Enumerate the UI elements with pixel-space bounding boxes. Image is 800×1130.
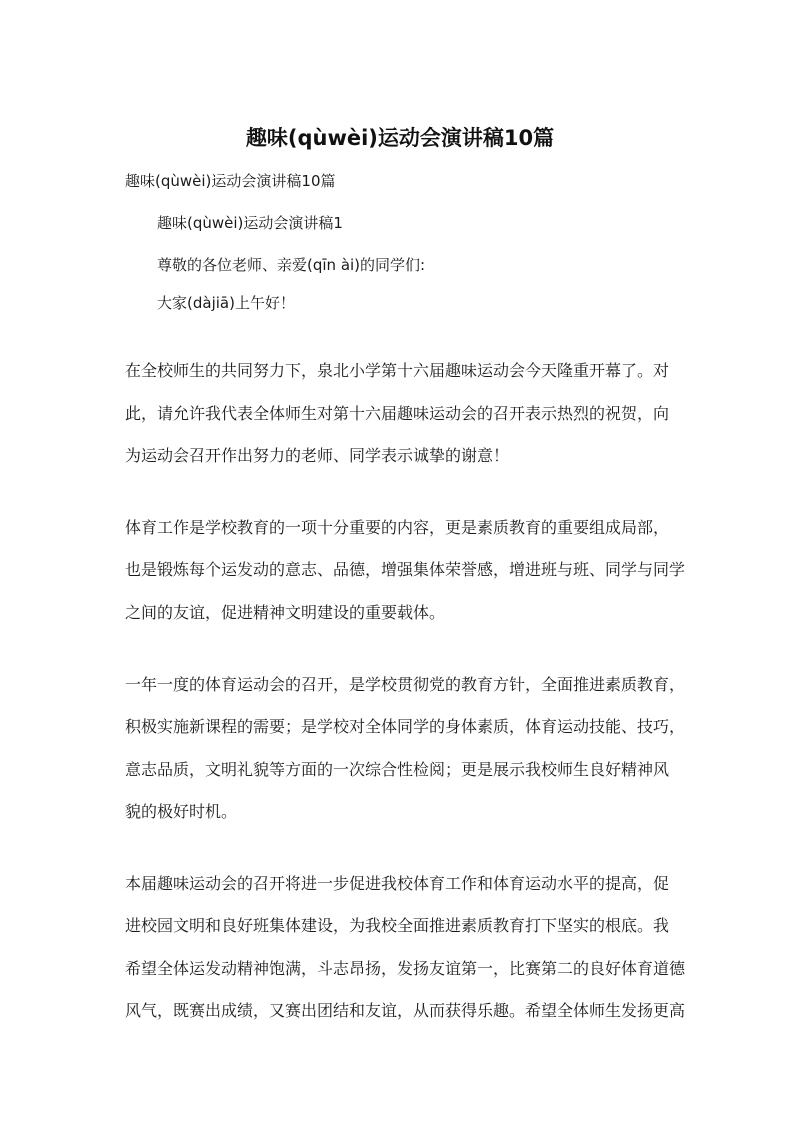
paragraph-line: 貌的极好时机。 (125, 802, 238, 821)
paragraph-line: 进校园文明和良好班集体建设，为我校全面推进素质教育打下坚实的根底。我 (125, 916, 670, 935)
paragraph-line: 在全校师生的共同努力下，泉北小学第十六届趣味运动会今天隆重开幕了。对 (125, 361, 670, 380)
paragraph-line: 为运动会召开作出努力的老师、同学表示诚挚的谢意！ (125, 446, 510, 465)
paragraph-line: 此，请允许我代表全体师生对第十六届趣味运动会的召开表示热烈的祝贺，向 (125, 404, 670, 423)
paragraph-line: 本届趣味运动会的召开将进一步促进我校体育工作和体育运动水平的提高，促 (125, 874, 670, 893)
speech-heading: 趣味(qùwèi)运动会演讲稿1 (157, 214, 343, 232)
paragraph-line: 意志品质，文明礼貌等方面的一次综合性检阅；更是展示我校师生良好精神风 (125, 760, 670, 779)
document-title: 趣味(qùwèi)运动会演讲稿10篇 (245, 126, 555, 150)
subtitle: 趣味(qùwèi)运动会演讲稿10篇 (125, 172, 336, 190)
greeting: 大家(dàjiā)上午好！ (157, 294, 295, 312)
paragraph-line: 也是锻炼每个运发动的意志、品德，增强集体荣誉感，增进班与班、同学与同学 (125, 560, 686, 579)
paragraph-line: 积极实施新课程的需要；是学校对全体同学的身体素质，体育运动技能、技巧， (125, 717, 686, 736)
paragraph-line: 之间的友谊，促进精神文明建设的重要载体。 (125, 603, 446, 622)
salutation: 尊敬的各位老师、亲爱(qīn ài)的同学们: (157, 256, 426, 274)
paragraph-line: 一年一度的体育运动会的召开，是学校贯彻党的教育方针，全面推进素质教育， (125, 675, 686, 694)
paragraph-line: 体育工作是学校教育的一项十分重要的内容，更是素质教育的重要组成局部， (125, 518, 670, 537)
paragraph-line: 希望全体运发动精神饱满，斗志昂扬，发扬友谊第一，比赛第二的良好体育道德 (125, 959, 686, 978)
paragraph-line: 风气，既赛出成绩，又赛出团结和友谊，从而获得乐趣。希望全体师生发扬更高 (125, 1001, 686, 1020)
